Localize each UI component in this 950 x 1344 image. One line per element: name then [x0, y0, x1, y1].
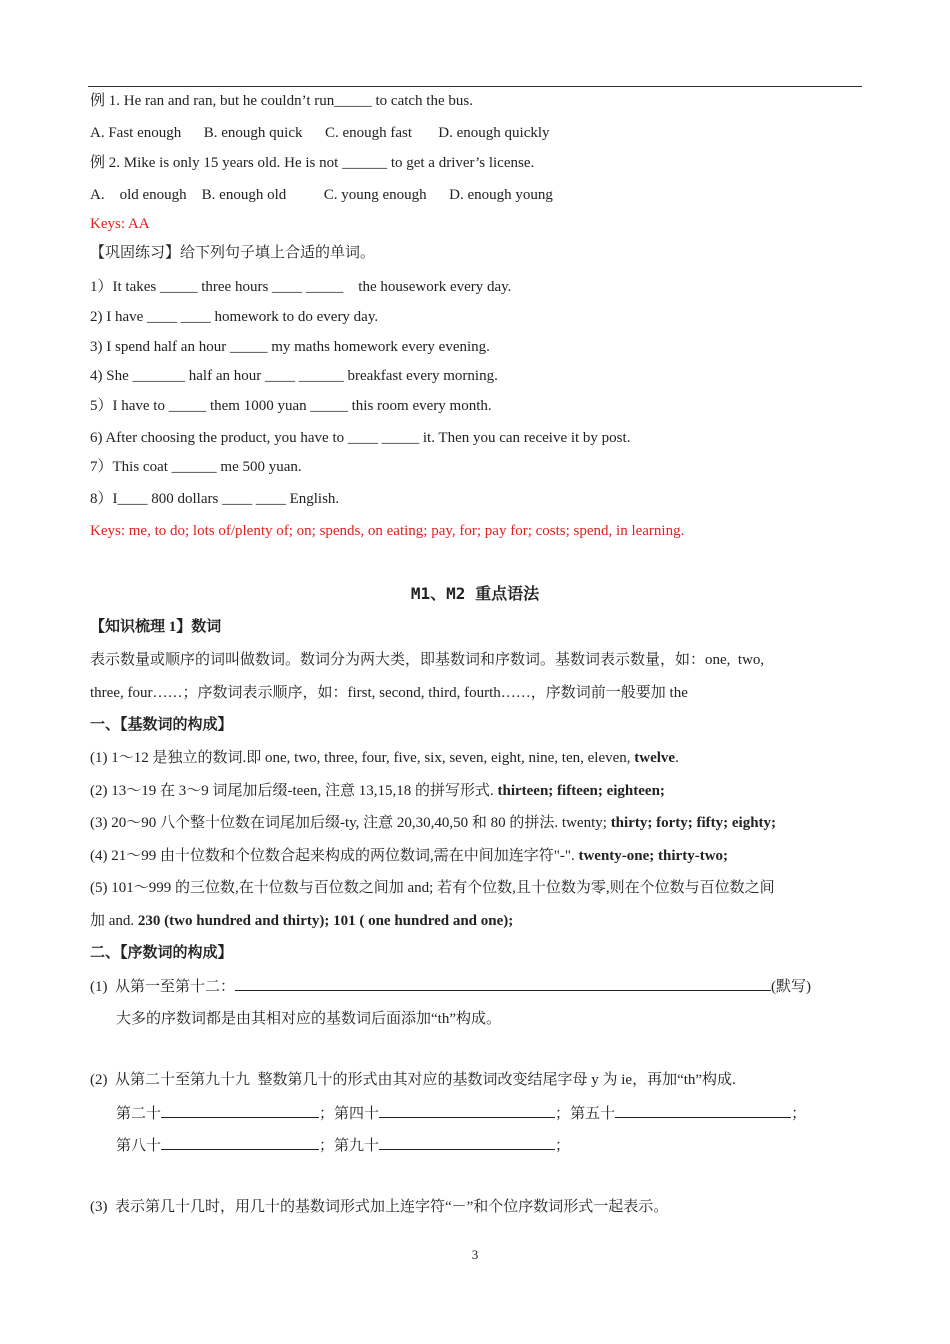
cardinal-rule-2: (2) 13～19 在 3～9 词尾加后缀-teen, 注意 13,15,18 的拼写形式. thirteen; fifteen; eighteen; — [90, 783, 665, 799]
cardinal-heading: 一、【基数词的构成】 — [90, 717, 233, 733]
answer-blank[interactable] — [161, 1103, 319, 1118]
example-keys: Keys: AA — [90, 216, 150, 232]
practice-heading: 【巩固练习】给下列句子填上合适的单词。 — [90, 245, 376, 261]
cardinal-rule-4: (4) 21～99 由十位数和个位数合起来构成的两位数词,需在中间加连字符"-". twenty-one; thirty-two; — [90, 848, 729, 864]
ordinal-rule-2: (2) 从第二十至第九十九 整数第几十的形式由其对应的基数词改变结尾字母 y 为 ie，再加“th”构成. — [90, 1072, 736, 1088]
practice-item: 1）It takes _____ three hours ____ _____ the housework every day. — [90, 279, 512, 295]
answer-blank[interactable] — [615, 1103, 791, 1118]
practice-item: 8）I____ 800 dollars ____ ____ English. — [90, 491, 340, 507]
cardinal-rule-5: (5) 101～999 的三位数,在十位数与百位数之间加 and; 若有个位数,且十位数为零,则在个位数与百位数之间 — [90, 880, 775, 896]
header-rule — [88, 86, 862, 87]
example-2: 例 2. Mike is only 15 years old. He is not ______ to get a driver’s license. — [90, 155, 535, 171]
ordinal-rule-3: (3) 表示第几十几时，用几十的基数词形式加上连字符“－”和个位序数词形式一起表示。 — [90, 1199, 669, 1215]
practice-item: 3) I spend half an hour _____ my maths homework every evening. — [90, 339, 490, 355]
answer-blank[interactable] — [161, 1135, 319, 1150]
practice-item: 4) She _______ half an hour ____ ______ breakfast every morning. — [90, 368, 498, 384]
ordinal-blanks-row-1: 第二十 ；第四十 ；第五十 ； — [116, 1103, 806, 1124]
ordinal-heading: 二、【序数词的构成】 — [90, 945, 233, 961]
ordinal-note: 大多的序数词都是由其相对应的基数词后面添加“th”构成。 — [116, 1011, 501, 1027]
answer-blank[interactable] — [379, 1103, 555, 1118]
cardinal-rule-5-cont: 加 and. 230 (two hundred and thirty); 101 ( one hundred and one); — [90, 913, 514, 929]
example-1: 例 1. He ran and ran, but he couldn’t run_____ to catch the bus. — [90, 93, 473, 109]
answer-blank[interactable] — [235, 976, 771, 991]
ordinal-blanks-row-2: 第八十 ；第九十 ； — [116, 1135, 570, 1156]
page-number: 3 — [471, 1247, 479, 1262]
example-2-options: A. old enough B. enough old C. young enough D. enough young — [90, 187, 553, 203]
practice-item: 5）I have to _____ them 1000 yuan _____ this room every month. — [90, 398, 492, 414]
practice-item: 6) After choosing the product, you have to ____ _____ it. Then you can receive it by post. — [90, 430, 631, 446]
practice-item: 2) I have ____ ____ homework to do every day. — [90, 309, 379, 325]
knowledge-heading: 【知识梳理 1】数词 — [90, 619, 222, 635]
example-1-options: A. Fast enough B. enough quick C. enough fast D. enough quickly — [90, 125, 550, 141]
section-title: M1、M2 重点语法 — [410, 584, 540, 603]
ordinal-rule-1: (1) 从第一至第十二： (默写) — [90, 976, 811, 997]
answer-blank[interactable] — [379, 1135, 555, 1150]
practice-keys: Keys: me, to do; lots of/plenty of; on; spends, on eating; pay, for; pay for; costs; spend, in learning. — [90, 523, 685, 539]
practice-item: 7）This coat ______ me 500 yuan. — [90, 459, 302, 475]
intro-line-2: three, four……；序数词表示顺序，如：first, second, third, fourth……，序数词前一般要加 the — [90, 685, 688, 701]
cardinal-rule-1: (1) 1～12 是独立的数词.即 one, two, three, four, five, six, seven, eight, nine, ten, eleven, twelve. — [90, 750, 679, 766]
intro-line-1: 表示数量或顺序的词叫做数词。数词分为两大类，即基数词和序数词。基数词表示数量，如：one, two, — [90, 652, 765, 668]
cardinal-rule-3: (3) 20～90 八个整十位数在词尾加后缀-ty, 注意 20,30,40,50 和 80 的拼法. twenty; thirty; forty; fifty; eighty; — [90, 815, 777, 831]
